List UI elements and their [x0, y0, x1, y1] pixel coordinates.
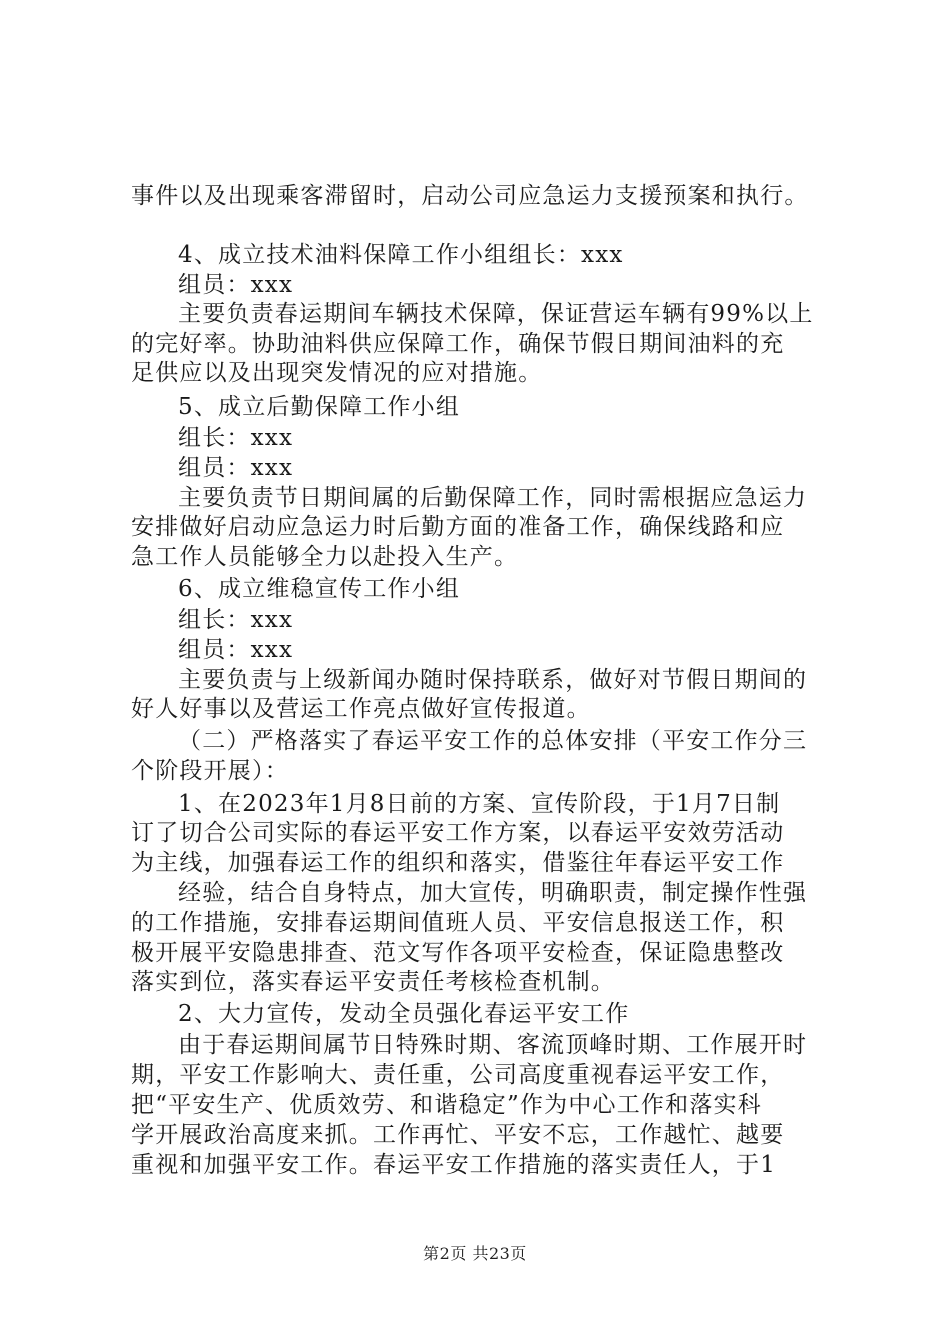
text-line: 组长：xxx [178, 607, 294, 633]
text-line: 把“平安生产、优质效劳、和谐稳定”作为中心工作和落实科 [131, 1092, 762, 1118]
text-line: 为主线，加强春运工作的组织和落实，借鉴往年春运平安工作 [131, 850, 785, 876]
text-line: 个阶段开展）： [131, 758, 289, 784]
text-line: 组长：xxx [178, 425, 294, 451]
section-heading: 6、成立维稳宣传工作小组 [178, 576, 461, 602]
text-line: 订了切合公司实际的春运平安工作方案，以春运平安效劳活动 [131, 820, 785, 846]
text-line: 足供应以及出现突发情况的应对措施。 [131, 360, 543, 386]
section-heading: 2、大力宣传，发动全员强化春运平安工作 [178, 1001, 630, 1027]
text-line: 经验，结合自身特点，加大宣传，明确职责，制定操作性强 [178, 880, 808, 906]
text-line: 组员：xxx [178, 455, 294, 481]
text-line: 1、在2023年1月8日前的方案、宣传阶段，于1月7日制 [178, 791, 781, 817]
section-heading: 4、成立技术油料保障工作小组组长：xxx [178, 242, 624, 268]
text-line: 组员：xxx [178, 272, 294, 298]
page-number-footer: 第2页 共23页 [423, 1244, 527, 1263]
text-line: 组员：xxx [178, 637, 294, 663]
text-line: 重视和加强平安工作。春运平安工作措施的落实责任人，于1 [131, 1152, 777, 1178]
text-line: 主要负责与上级新闻办随时保持联系，做好对节假日期间的 [178, 667, 808, 693]
section-heading: 5、成立后勤保障工作小组 [178, 394, 461, 420]
text-line: 极开展平安隐患排查、范文写作各项平安检查，保证隐患整改 [131, 940, 785, 966]
text-line: 学开展政治高度来抓。工作再忙、平安不忘，工作越忙、越要 [131, 1122, 785, 1148]
text-line: 由于春运期间属节日特殊时期、客流顶峰时期、工作展开时 [178, 1032, 808, 1058]
text-line: 安排做好启动应急运力时后勤方面的准备工作，确保线路和应 [131, 514, 785, 540]
text-line: 的完好率。协助油料供应保障工作，确保节假日期间油料的充 [131, 331, 785, 357]
text-line: 好人好事以及营运工作亮点做好宣传报道。 [131, 696, 591, 722]
text-line: 期，平安工作影响大、责任重，公司高度重视春运平安工作， [131, 1062, 785, 1088]
section-heading: （二）严格落实了春运平安工作的总体安排（平安工作分三 [178, 728, 808, 754]
text-line: 落实到位，落实春运平安责任考核检查机制。 [131, 969, 615, 995]
text-line: 主要负责节日期间属的后勤保障工作，同时需根据应急运力 [178, 485, 808, 511]
text-line: 事件以及出现乘客滞留时，启动公司应急运力支援预案和执行。 [131, 183, 809, 209]
text-line: 急工作人员能够全力以赴投入生产。 [131, 544, 519, 570]
text-line: 的工作措施，安排春运期间值班人员、平安信息报送工作，积 [131, 910, 785, 936]
text-line: 主要负责春运期间车辆技术保障，保证营运车辆有99%以上 [178, 301, 814, 327]
